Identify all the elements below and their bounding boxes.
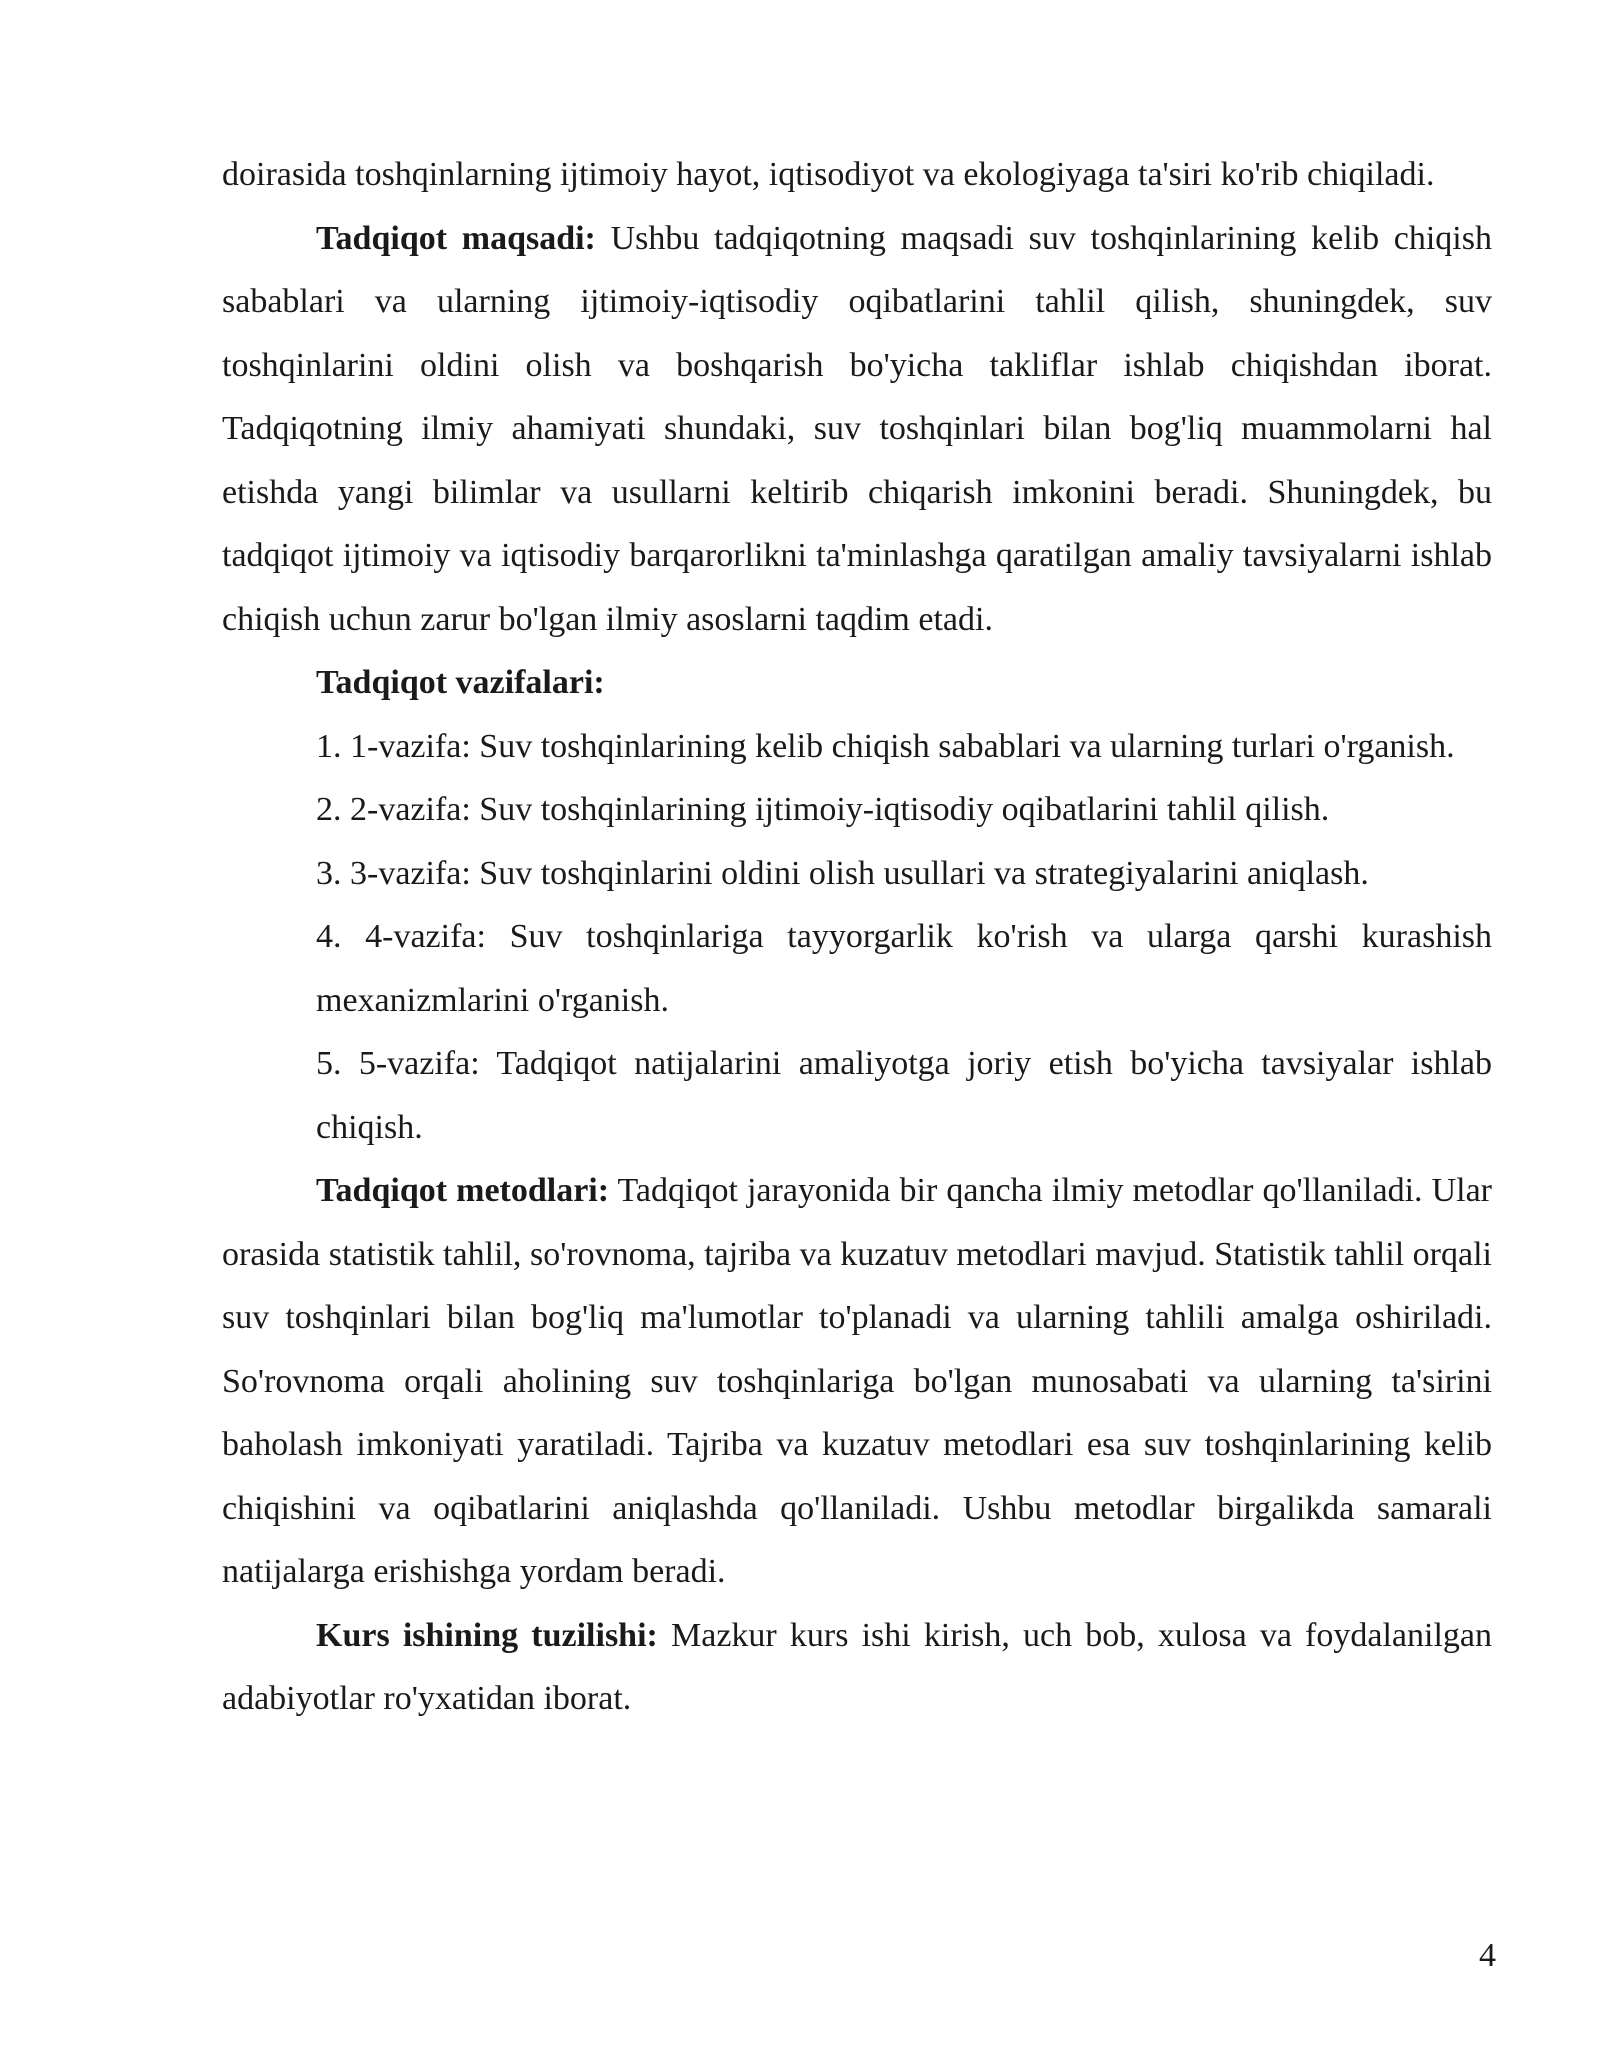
page-number: 4 xyxy=(1479,1937,1496,1974)
task-item-1: 1. 1-vazifa: Suv toshqinlarining kelib chiqish sabablari va ularning turlari o'rganish. xyxy=(316,727,1455,765)
structure-text: Mazkur kurs ishi kirish, uch bob, xulosa va foydalanilgan adabiyotlar ro'yxatidan iborat. xyxy=(222,1616,1492,1717)
intro-continuation-paragraph: doirasida toshqinlarning ijtimoiy hayot, iqtisodiyot va ekologiyaga ta'siri ko'rib chiqiladi. xyxy=(222,156,1435,193)
goal-paragraph xyxy=(222,207,1492,652)
methods-text: Tadqiqot jarayonida bir qancha ilmiy metodlar qo'llaniladi. Ular orasida statistik tahlil, so'rovnoma, tajriba va kuzatuv metodlari mavjud. Statistik tahlil orqali suv toshqinlari bilan bog'liq ma'lumotlar to'planadi va ularning tahlili amalga oshiriladi. So'rovnoma orqali aholining suv toshqinlariga bo'lgan munosabati va ularning ta'sirini baholash imkoniyati yaratiladi. Tajriba va kuzatuv metodlari esa suv toshqinlarining kelib chiqishini va oqibatlarini aniqlashda qo'llaniladi. Ushbu metodlar birgalikda samarali natijalarga erishishga yordam beradi. xyxy=(222,1172,1492,1590)
task-item-5: 5. 5-vazifa: Tadqiqot natijalarini amaliyotga joriy etish bo'yicha tavsiyalar ishlab chiqish. xyxy=(316,1045,1492,1146)
task-item-3: 3. 3-vazifa: Suv toshqinlarini oldini olish usullari va strategiyalarini aniqlash. xyxy=(316,854,1369,892)
task-item-2: 2. 2-vazifa: Suv toshqinlarining ijtimoiy-iqtisodiy oqibatlarini tahlil qilish. xyxy=(316,791,1330,828)
goal-text: Ushbu tadqiqotning maqsadi suv toshqinlarining kelib chiqish sabablari va ularning ijtimoiy-iqtisodiy oqibatlarini tahlil qilish, shuningdek, suv toshqinlarini oldini olish va boshqarish bo'yicha takliflar ishlab chiqishdan iborat. Tadqiqotning ilmiy ahamiyati shundaki, suv toshqinlari bilan bog'liq muammolarni hal etishda yangi bilimlar va usullarni keltirib chiqarish imkonini beradi. Shuningdek, bu tadqiqot ijtimoiy va iqtisodiy barqarorlikni ta'minlashga qaratilgan amaliy tavsiyalarni ishlab chiqish uchun zarur bo'lgan ilmiy asoslarni taqdim etadi. xyxy=(222,219,1492,638)
tasks-heading: Tadqiqot vazifalari: xyxy=(316,664,605,701)
methods-heading: Tadqiqot metodlari: xyxy=(316,1172,610,1209)
goal-heading: Tadqiqot maqsadi: xyxy=(316,219,596,257)
page-body xyxy=(222,143,1492,1731)
task-item-4: 4. 4-vazifa: Suv toshqinlariga tayyorgarlik ko'rish va ularga qarshi kurashish mexanizmlarini o'rganish. xyxy=(316,918,1492,1019)
tasks-heading-paragraph xyxy=(222,651,1492,715)
methods-paragraph xyxy=(222,1159,1492,1604)
structure-heading: Kurs ishining tuzilishi: xyxy=(316,1616,658,1654)
structure-paragraph xyxy=(222,1604,1492,1731)
